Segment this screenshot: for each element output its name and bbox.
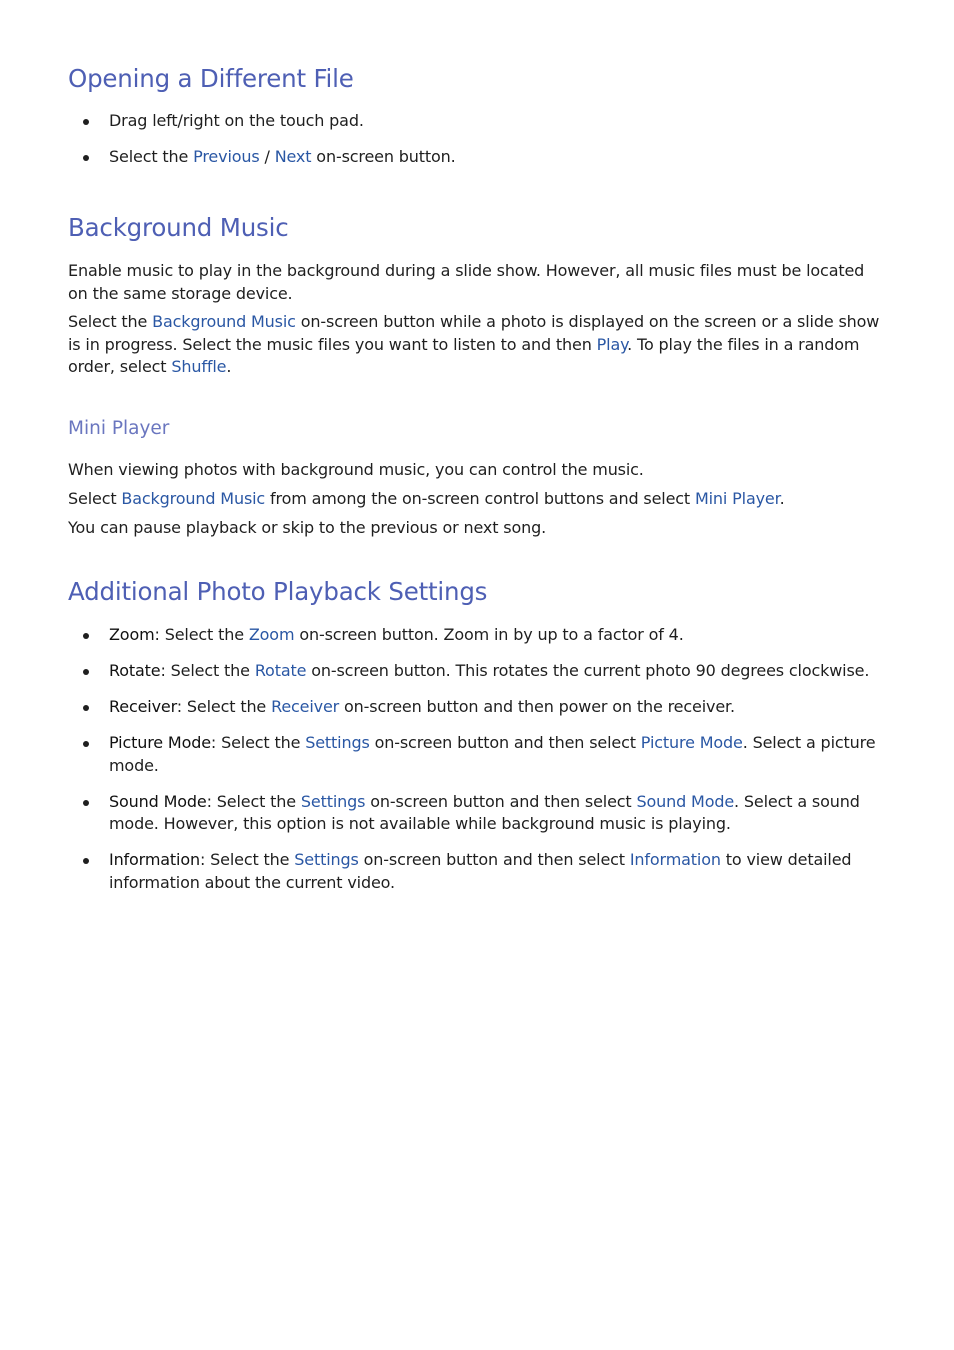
bullet-dot <box>83 800 89 806</box>
heading-mini-player: Mini Player <box>68 418 170 439</box>
mini-player-instructions: Select Background Music from among the on-screen control buttons and select Mini Player. <box>68 489 785 508</box>
rotate-button-ref: Rotate <box>254 661 307 680</box>
zoom-button-ref: Zoom <box>248 625 295 644</box>
settings-button-ref: Settings <box>294 850 359 869</box>
list-item-rotate: Rotate: Select the Rotate on-screen button. This rotates the current photo 90 degrees clockwise. <box>68 660 888 683</box>
receiver-button-ref: Receiver <box>271 697 340 716</box>
heading-opening-a-different-file: Opening a Different File <box>68 64 354 93</box>
bullet-dot <box>83 858 89 864</box>
list-item-picture-mode: Picture Mode: Select the Settings on-screen button and then select Picture Mode. Select a picture mode. <box>68 732 888 777</box>
background-music-button-ref: Background Music <box>152 312 296 331</box>
heading-background-music: Background Music <box>68 213 289 242</box>
mini-player-note: You can pause playback or skip to the previous or next song. <box>68 518 547 537</box>
previous-button-ref: Previous <box>193 147 260 166</box>
information-option-ref: Information <box>629 850 721 869</box>
heading-additional-photo-playback-settings: Additional Photo Playback Settings <box>68 577 488 606</box>
list-item-receiver: Receiver: Select the Receiver on-screen button and then power on the receiver. <box>68 696 888 719</box>
settings-button-ref: Settings <box>305 733 370 752</box>
additional-settings-list <box>68 624 888 894</box>
shuffle-button-ref: Shuffle <box>171 357 227 376</box>
settings-button-ref: Settings <box>300 791 366 811</box>
bullet-dot <box>83 155 89 161</box>
play-button-ref: Play <box>596 334 628 354</box>
background-music-button-ref: Background Music <box>121 489 266 508</box>
bullet-dot <box>83 741 89 747</box>
mini-player-intro: When viewing photos with background music, you can control the music. <box>68 460 644 479</box>
list-item: Drag left/right on the touch pad. <box>68 110 888 133</box>
picture-mode-option-ref: Picture Mode <box>640 733 743 752</box>
list-item-information: Information: Select the Settings on-screen button and then select Information to view detailed information about the current video. <box>68 849 888 894</box>
bullet-dot <box>83 119 89 125</box>
list-item-sound-mode: Sound Mode: Select the Settings on-screen button and then select Sound Mode. Select a sound mode. However, this option is not available while background music is playing. <box>68 791 888 836</box>
bullet-dot <box>83 669 89 675</box>
background-music-intro: Enable music to play in the background during a slide show. However, all music files must be located on the same storage device. <box>68 261 865 303</box>
list-item: Select the Previous / Next on-screen button. <box>68 146 888 169</box>
bullet-dot <box>83 705 89 711</box>
bullet-dot <box>83 633 89 639</box>
list-item-zoom: Zoom: Select the Zoom on-screen button. Zoom in by up to a factor of 4. <box>68 624 888 647</box>
next-button-ref: Next <box>274 147 312 166</box>
sound-mode-option-ref: Sound Mode <box>636 791 735 811</box>
opening-bullet-list <box>68 110 888 169</box>
background-music-instructions: Select the Background Music on-screen button while a photo is displayed on the screen or a slide show is in progress. Select the music files you want to listen to and then Play. To play the files in a random order, select Shuffle. <box>68 312 880 376</box>
mini-player-button-ref: Mini Player <box>694 489 780 508</box>
